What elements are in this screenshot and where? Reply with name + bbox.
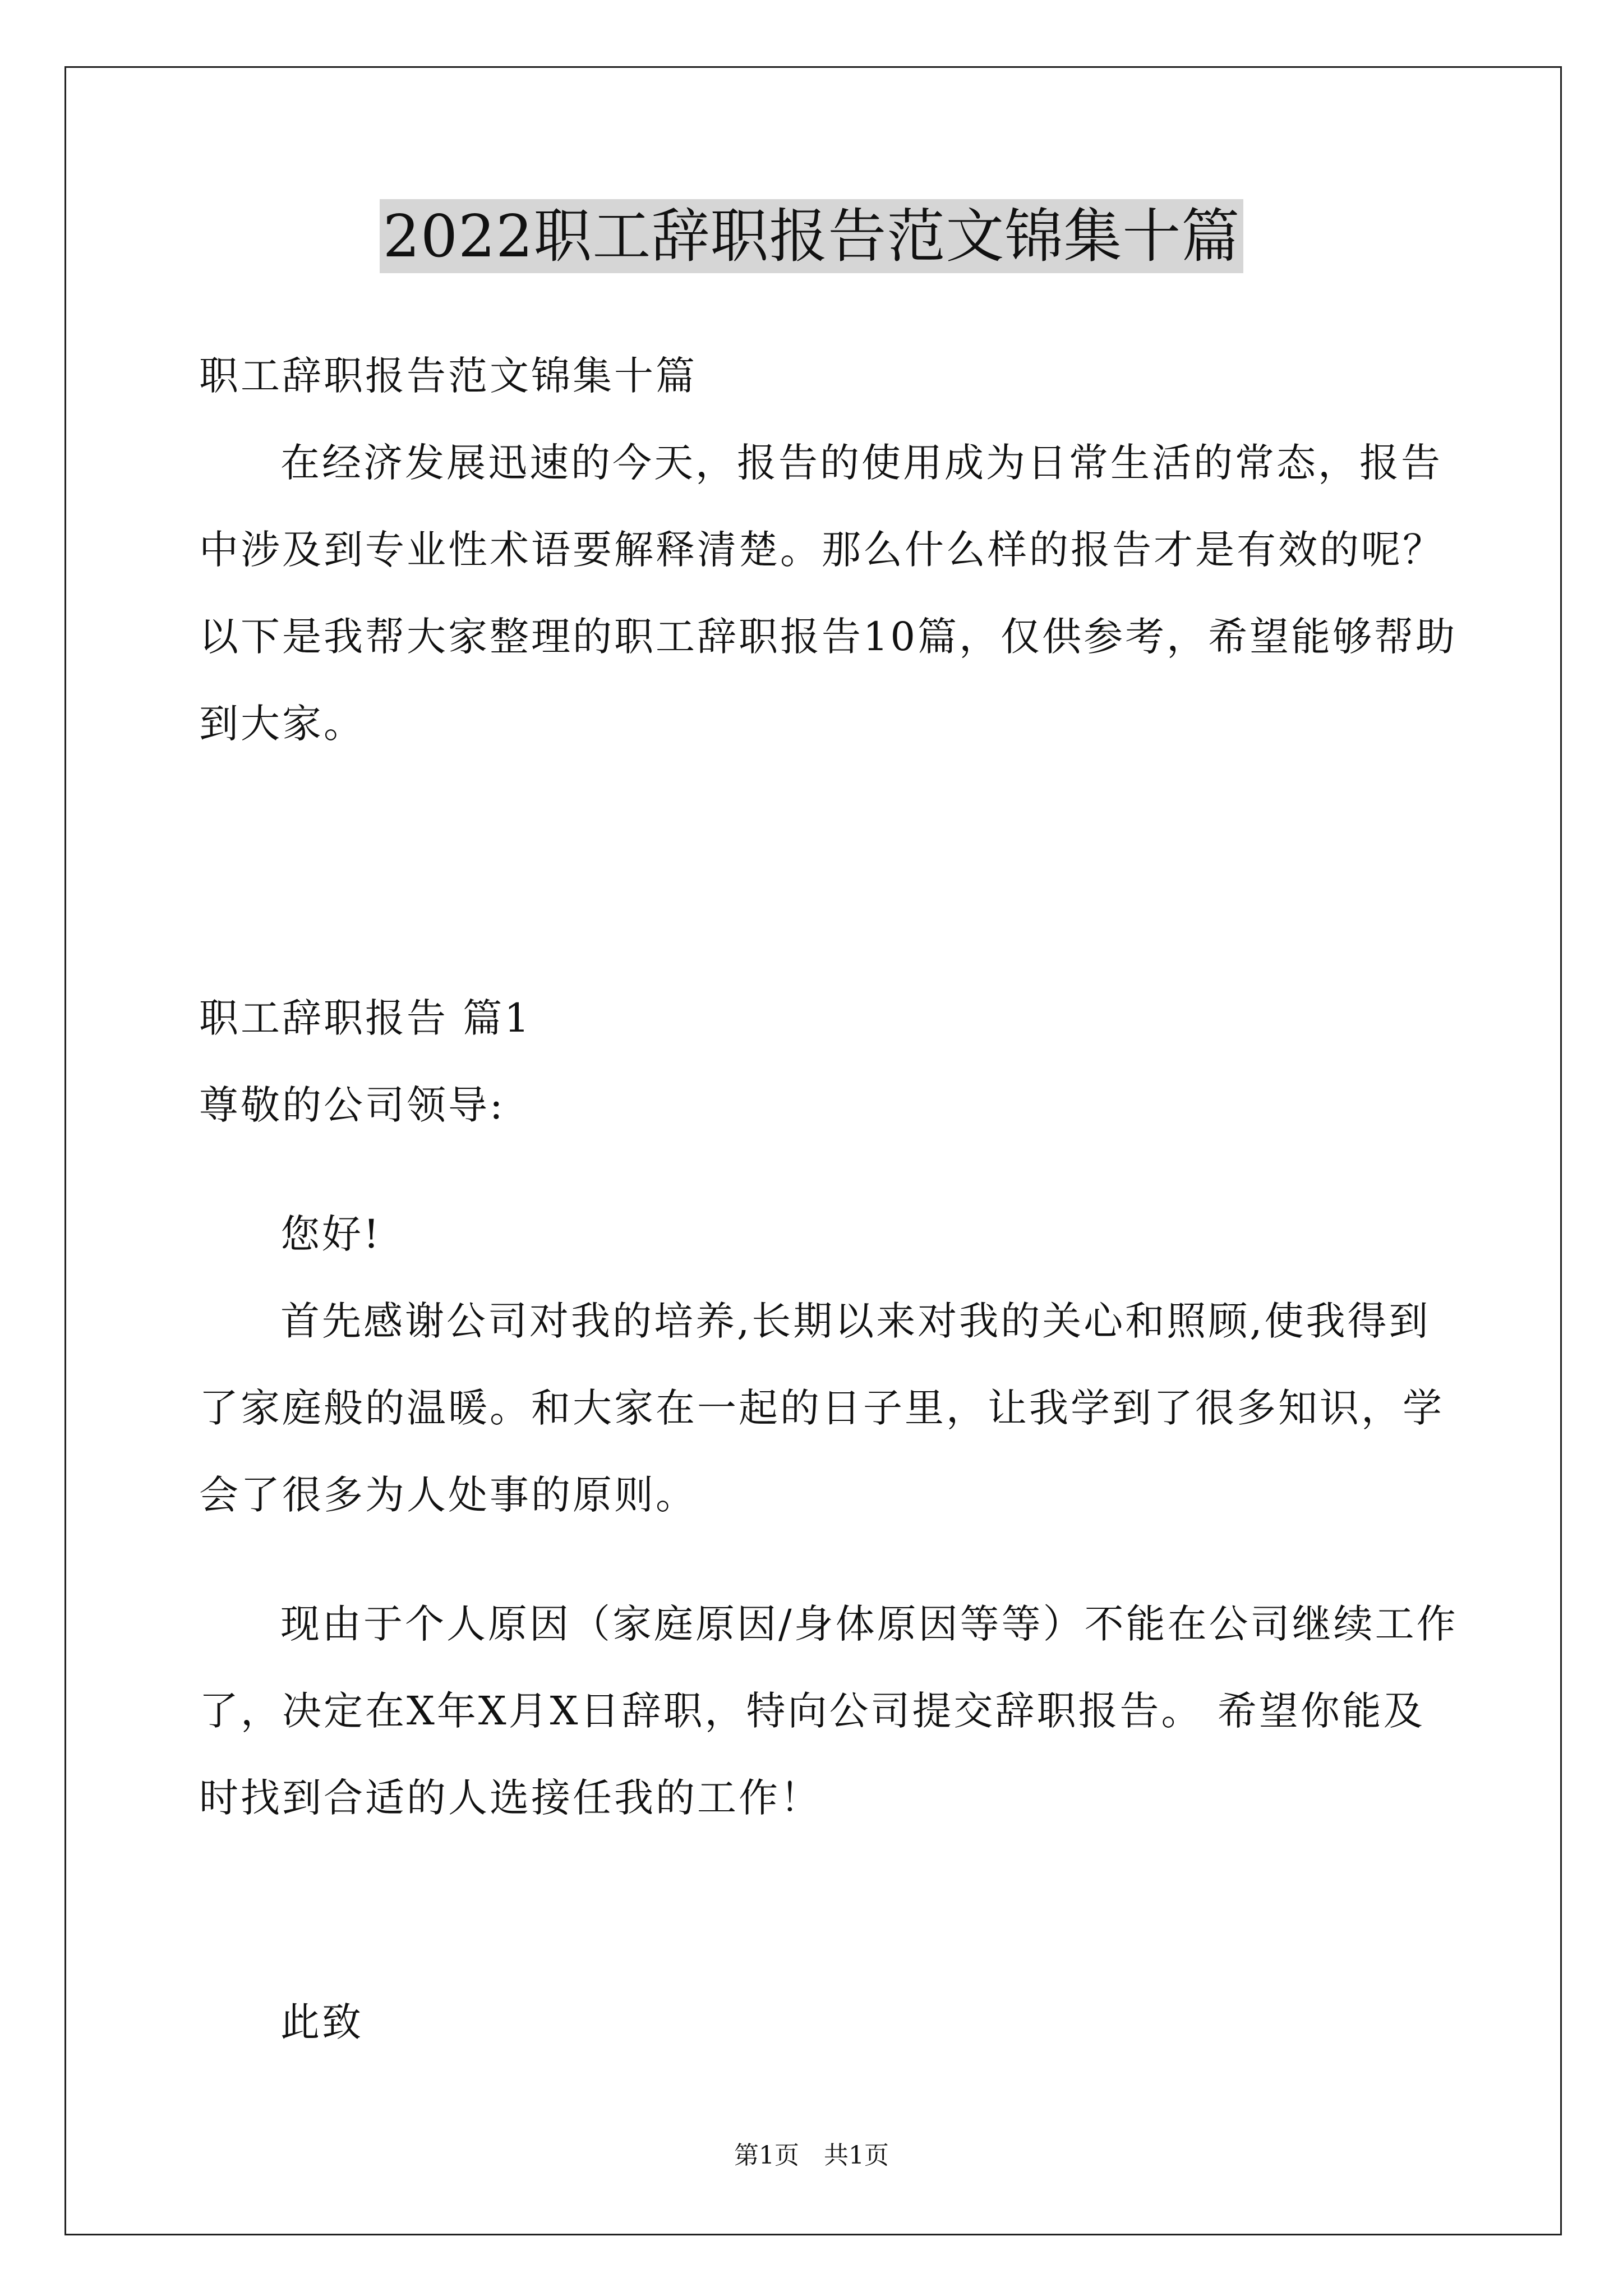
section-heading: 职工辞职报告 篇1: [199, 995, 532, 1041]
salutation: 尊敬的公司领导:: [199, 1082, 505, 1128]
document-title: 2022职工辞职报告范文锦集十篇: [380, 199, 1244, 273]
intro-line-3: 以下是我帮大家整理的职工辞职报告10篇，仅供参考，希望能够帮助: [199, 614, 1458, 660]
intro-line-2: 中涉及到专业性术语要解释清楚。那么什么样的报告才是有效的呢？: [199, 527, 1444, 573]
document-subtitle: 职工辞职报告范文锦集十篇: [199, 353, 697, 399]
para2-line-2: 了，决定在X年X月X日辞职，特向公司提交辞职报告。 希望你能及: [199, 1688, 1425, 1734]
intro-line-1: 在经济发展迅速的今天，报告的使用成为日常生活的常态，报告: [280, 440, 1442, 486]
para2-line-1: 现由于个人原因（家庭原因/身体原因等等）不能在公司继续工作: [280, 1601, 1458, 1647]
para2-line-3: 时找到合适的人选接任我的工作！: [199, 1775, 822, 1821]
para1-line-2: 了家庭般的温暖。和大家在一起的日子里，让我学到了很多知识，学: [199, 1385, 1444, 1431]
page-footer: 第1页 共1页: [734, 2141, 889, 2170]
para1-line-3: 会了很多为人处事的原则。: [199, 1472, 697, 1518]
closing: 此致: [280, 1999, 363, 2045]
intro-line-4: 到大家。: [199, 701, 365, 747]
para1-line-1: 首先感谢公司对我的培养,长期以来对我的关心和照顾,使我得到: [280, 1298, 1431, 1344]
greeting: 您好!: [280, 1211, 382, 1257]
title-container: [0, 199, 1623, 273]
